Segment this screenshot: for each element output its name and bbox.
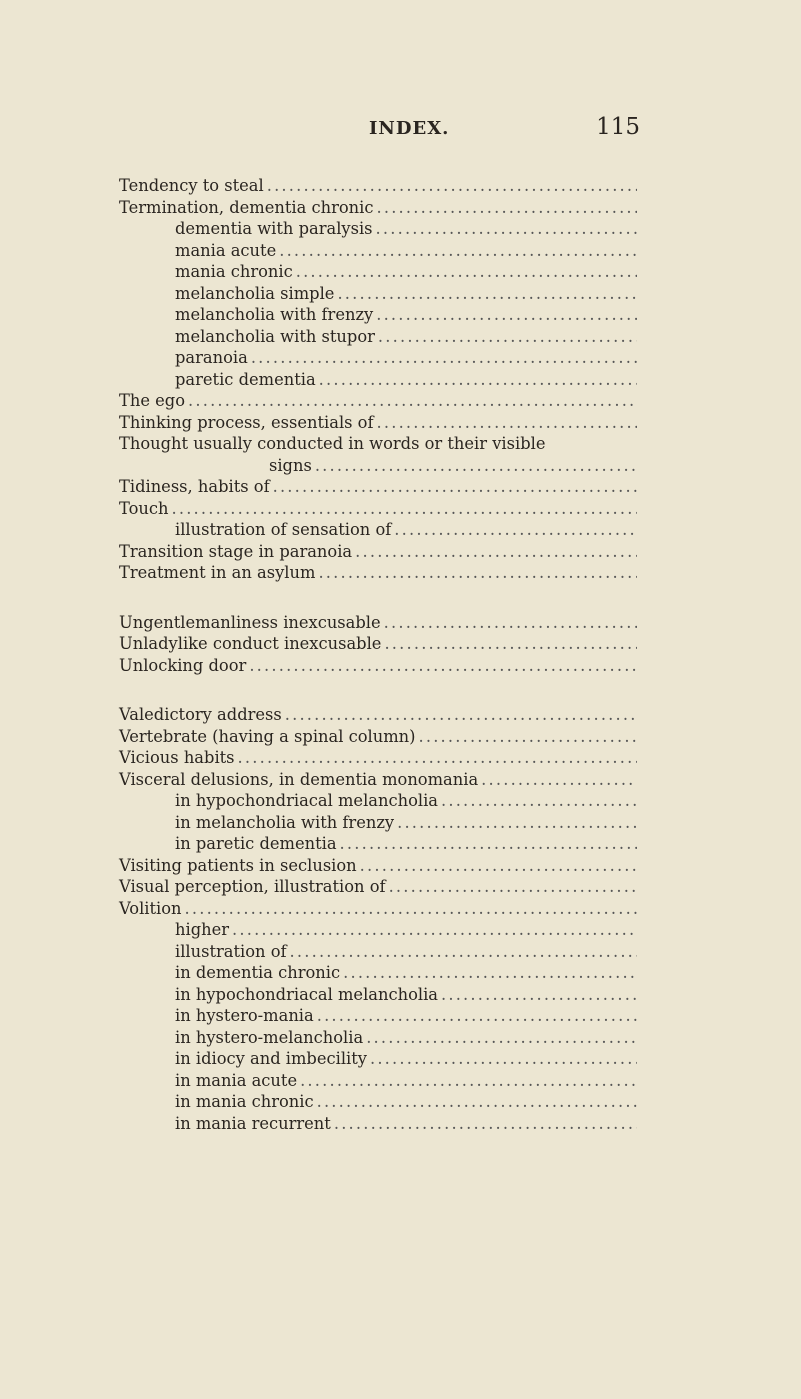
entry-label: Termination, dementia chronic bbox=[119, 197, 374, 217]
entry-label: Unladylike conduct inexcusable bbox=[119, 634, 382, 653]
entry-label: Ungentlemanliness inexcusable bbox=[119, 612, 381, 632]
entry-label: in hystero-mania bbox=[175, 1006, 314, 1025]
entry-label: illustration of bbox=[175, 941, 287, 961]
entry-label: Touch bbox=[119, 498, 169, 518]
entry-label: higher bbox=[175, 920, 230, 939]
entry-label: Unlocking door bbox=[119, 655, 247, 675]
entry-label: signs bbox=[269, 455, 312, 475]
entry-label: dementia with paralysis bbox=[175, 219, 373, 238]
entry-label: in melancholia with frenzy bbox=[175, 812, 395, 832]
entry-label: in hypochondriacal melancholia bbox=[175, 984, 438, 1004]
entry-label: melancholia simple bbox=[175, 283, 335, 303]
entry-label: melancholia with stupor bbox=[175, 326, 375, 346]
entry-label: Tendency to steal bbox=[119, 176, 264, 195]
entry-label: Vicious habits bbox=[119, 748, 235, 767]
page-number: 115 bbox=[596, 114, 640, 140]
entry-label: in mania chronic bbox=[175, 1092, 314, 1111]
page-title: INDEX. bbox=[369, 118, 450, 139]
entry-label: illustration of sensation of bbox=[175, 520, 392, 539]
entry-label: Vertebrate (having a spinal column) bbox=[119, 726, 416, 746]
index-entry bbox=[119, 1114, 640, 1136]
entry-label: in mania recurrent bbox=[175, 1113, 331, 1133]
entry-label: melancholia with frenzy bbox=[175, 305, 374, 324]
index-entries bbox=[119, 176, 640, 1135]
entry-page-number bbox=[119, 176, 801, 1399]
entry-label: in idiocy and imbecility bbox=[175, 1049, 367, 1068]
entry-label: Thought usually conducted in words or their visible bbox=[119, 434, 546, 453]
entry-label: Thinking process, essentials of bbox=[119, 412, 374, 432]
entry-label: paretic dementia bbox=[175, 369, 316, 389]
entry-label: in paretic dementia bbox=[175, 834, 337, 853]
page-header bbox=[119, 114, 640, 142]
entry-label: Visual perception, illustration of bbox=[119, 877, 386, 896]
entry-label: Visceral delusions, in dementia monomania bbox=[119, 769, 479, 789]
entry-label: mania chronic bbox=[175, 262, 293, 281]
entry-label: in hypochondriacal melancholia bbox=[175, 791, 438, 810]
entry-label: Visiting patients in seclusion bbox=[119, 855, 357, 875]
entry-label: in mania acute bbox=[175, 1070, 298, 1090]
entry-label: Tidiness, habits of bbox=[119, 477, 270, 496]
entry-label: Transition stage in paranoia bbox=[119, 541, 353, 561]
entry-label: in hystero-melancholia bbox=[175, 1027, 364, 1047]
entry-label: Volition bbox=[119, 898, 182, 918]
entry-label: Valedictory address bbox=[119, 705, 282, 724]
entry-label: in dementia chronic bbox=[175, 963, 341, 982]
entry-label: The ego bbox=[119, 391, 186, 410]
entry-label: Treatment in an asylum bbox=[119, 563, 316, 582]
entry-label: paranoia bbox=[175, 348, 248, 367]
entry-label: mania acute bbox=[175, 240, 277, 260]
